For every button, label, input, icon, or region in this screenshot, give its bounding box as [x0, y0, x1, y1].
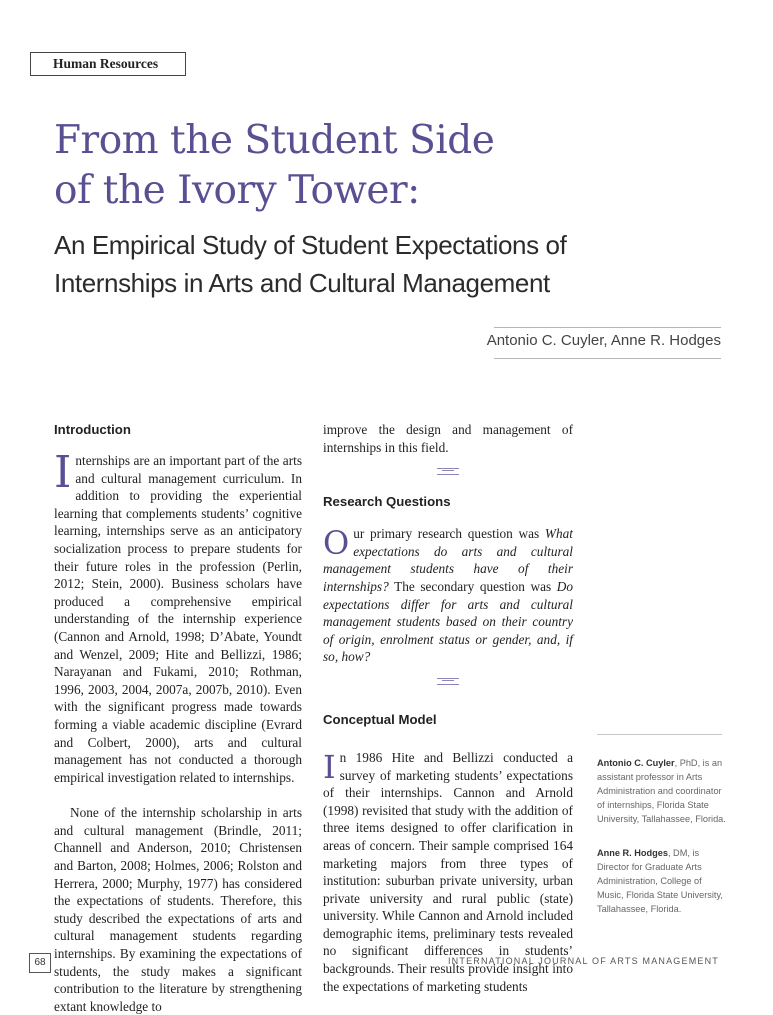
intro-paragraph-2: None of the internship scholarship in arts and cultural management (Brindle, 2011; Channell and Anderson, 2010; Christensen and Barton, 2008; Holmes, 2006; Rolston and Herrera, 2000; Murphy, 1977) has considered the expectations of students. Therefore, this study described the expectations of arts and cultural management students regarding internships. By examining the expectations of students, the study makes a significant contribution to the literature by strengthening extant knowledge to [54, 805, 302, 1014]
rq-question-1: What expectations do arts and cultural management students have of their internships? [323, 526, 573, 594]
rq-question-2: Do expectations differ for arts and cultural management students based on their country of origin, enrolment status or gender, and, if so, how? [323, 578, 573, 665]
title-line-1: From the Student Side [54, 118, 495, 163]
author-rule-bottom [494, 358, 721, 359]
page-number: 68 [29, 953, 51, 973]
dropcap-introduction: I [54, 447, 72, 498]
section-tag: Human Resources [30, 52, 186, 76]
dropcap-research-questions: O [323, 524, 350, 563]
intro-paragraph-1 [54, 447, 302, 786]
subtitle-line-1: An Empirical Study of Student Expectations of [54, 230, 567, 260]
heading-introduction: Introduction [54, 422, 131, 437]
author-line: Antonio C. Cuyler, Anne R. Hodges [486, 332, 721, 349]
article-title [54, 116, 744, 216]
article-subtitle [54, 226, 754, 302]
journal-name: INTERNATIONAL JOURNAL OF ARTS MANAGEMENT [447, 956, 719, 966]
bio-rule [597, 734, 722, 735]
author-rule-top [494, 327, 721, 328]
subtitle-line-2: Internships in Arts and Cultural Management [54, 268, 550, 298]
intro-paragraph-1-text: nternships are an important part of the arts and cultural management curriculum. In addition to providing the experiential learning that complements students’ cognitive learning, internships serve as an anticipatory socialization process to prepare students for their future roles in the profession (Perlin, 2012; Stein, 2000). Business scholars have produced a comprehensive empirical understanding of the internship experience (Cannon and Arnold, 1998; D’Abate, Youndt and Wenzel, 2009; Hite and Bellizzi, 1986; Narayanan and Fukami, 2010; Rothman, 1996, 2003, 2004, 2007a, 2007b, 2010). Even with the significant progress made towards forming a viable academic discipline (Evrard and Colbert, 2000), arts and cultural management has not conducted a thorough empirical investigation related to internships. [54, 453, 302, 785]
heading-conceptual-model: Conceptual Model [323, 711, 437, 727]
dropcap-conceptual-model: I [323, 747, 336, 786]
research-questions-paragraph [323, 525, 573, 666]
title-line-2: of the Ivory Tower: [54, 168, 420, 213]
bio-text-hodges: , DM, is Director for Graduate Arts Administration, College of Music, Florida State University, Tallahassee, Florida. [597, 848, 723, 914]
heading-research-questions: Research Questions [323, 494, 451, 510]
intro-paragraph-2-continued: improve the design and management of internships in this field. [323, 422, 573, 455]
column-left [54, 421, 302, 1015]
bio-name-hodges: Anne R. Hodges [597, 848, 668, 858]
rq-mid: The secondary question was [388, 578, 557, 594]
bio-name-cuyler: Antonio C. Cuyler [597, 758, 675, 768]
bio-text-cuyler: , PhD, is an assistant professor in Arts Administration and coordinator of internships, Florida State University, Tallahassee, Florida. [597, 758, 726, 824]
conceptual-model-text: n 1986 Hite and Bellizzi conducted a survey of marketing students’ expectations of their internships. Cannon and Arnold (1998) revisited that study with the addition of three items designed to offer clarification in areas of concern. Their sample comprised 164 marketing majors from three types of institution: suburban private university, urban private university and rural public (state) university. While Cannon and Arnold included demographic items, preliminary tests revealed no significant differences in students’ backgrounds. Their results provide insight into the expectations of marketing students [323, 749, 573, 994]
author-bio-cuyler [597, 756, 727, 826]
section-ornament-2 [437, 678, 459, 685]
author-bio-hodges [597, 846, 727, 916]
column-middle [323, 421, 573, 995]
section-ornament-1 [437, 468, 459, 475]
rq-lead: ur primary research question was [353, 526, 545, 542]
